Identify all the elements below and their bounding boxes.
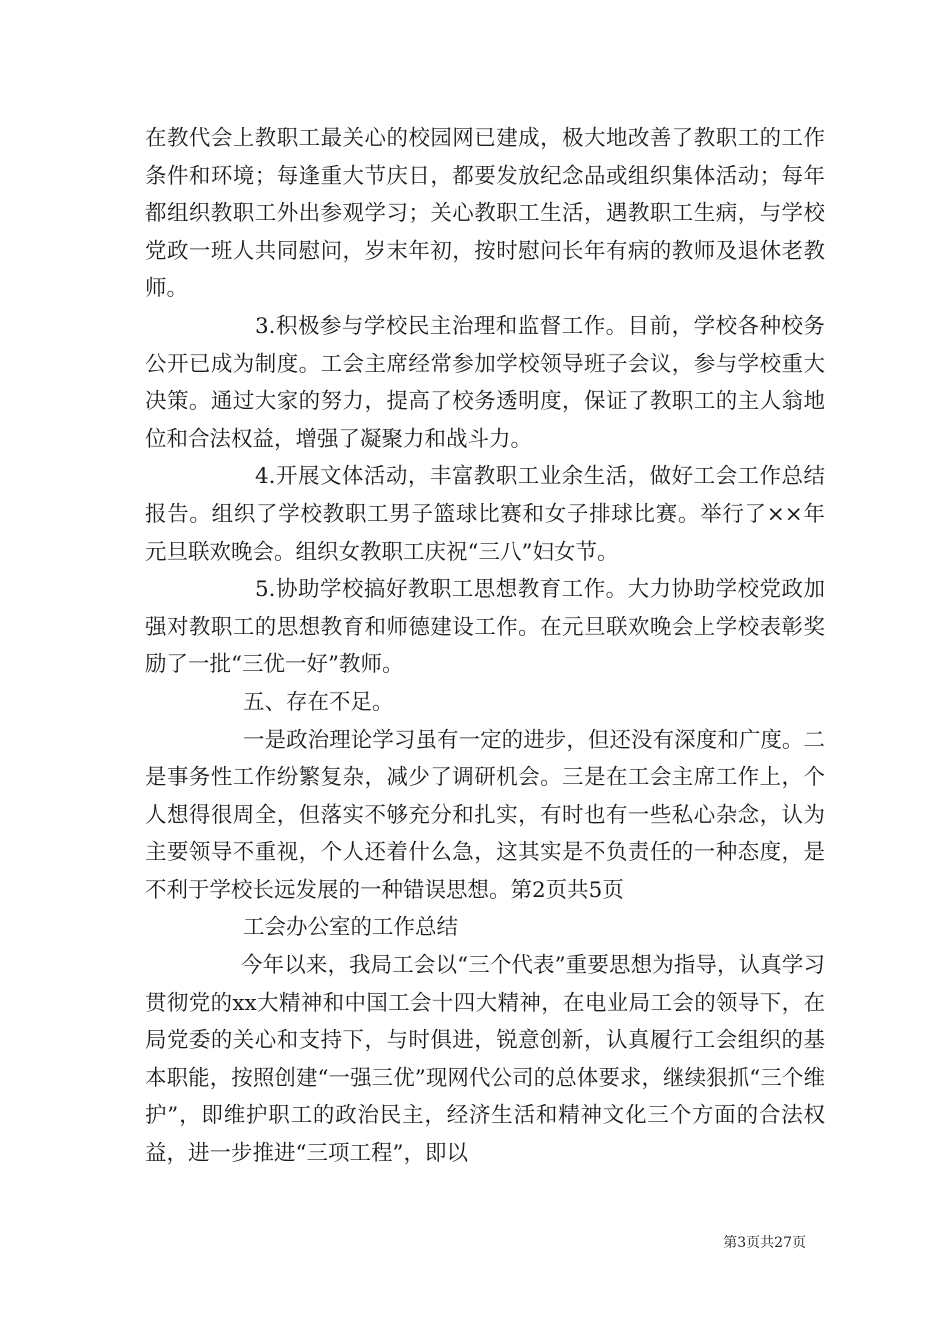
section-heading-shortcomings: 五、存在不足。 [243, 689, 394, 715]
page-number-footer: 第3页共27页 [723, 1235, 806, 1251]
paragraph-item-4: 4.开展文体活动，丰富教职工业余生活，做好工会工作总结报告。组织了学校教职工男子篮球比赛和女子排球比赛。举行了××年元旦联欢晚会。组织女教职工庆祝“三八”妇女节。 [145, 464, 825, 565]
document-body [145, 120, 825, 1173]
paragraph-campus-network: 在教代会上教职工最关心的校园网已建成，极大地改善了教职工的工作条件和环境；每逢重大节庆日，都要发放纪念品或组织集体活动；每年都组织教职工外出参观学习；关心教职工生活，遇教职工生病，与学校党政一班人共同慰问，岁末年初，按时慰问长年有病的教师及退休老教师。 [145, 126, 825, 302]
paragraph-item-5: 5.协助学校搞好教职工思想教育工作。大力协助学校党政加强对教职工的思想教育和师德建设工作。在元旦联欢晚会上学校表彰奖励了一批“三优一好”教师。 [145, 577, 825, 678]
paragraph-item-3: 3.积极参与学校民主治理和监督工作。目前，学校各种校务公开已成为制度。工会主席经常参加学校领导班子会议，参与学校重大决策。通过大家的努力，提高了校务透明度，保证了教职工的主人翁地位和合法权益，增强了凝聚力和战斗力。 [145, 313, 825, 452]
section-heading-office-summary: 工会办公室的工作总结 [243, 915, 459, 941]
paragraph-union-intro: 今年以来，我局工会以“三个代表”重要思想为指导，认真学习贯彻党的xx大精神和中国工会十四大精神，在电业局工会的领导下，在局党委的关心和支持下，与时俱进，锐意创新，认真履行工会组织的基本职能，按照创建“一强三优”现网代公司的总体要求，继续狠抓“三个维护”，即维护职工的政治民主，经济生活和精神文化三个方面的合法权益，进一步推进“三项工程”，即以 [145, 953, 825, 1167]
paragraph-shortcomings: 一是政治理论学习虽有一定的进步，但还没有深度和广度。二是事务性工作纷繁复杂，减少了调研机会。三是在工会主席工作上，个人想得很周全，但落实不够充分和扎实，有时也有一些私心杂念，认为主要领导不重视，个人还着什么急，这其实是不负责任的一种态度，是不利于学校长远发展的一种错误思想。第2页共5页 [145, 727, 825, 903]
